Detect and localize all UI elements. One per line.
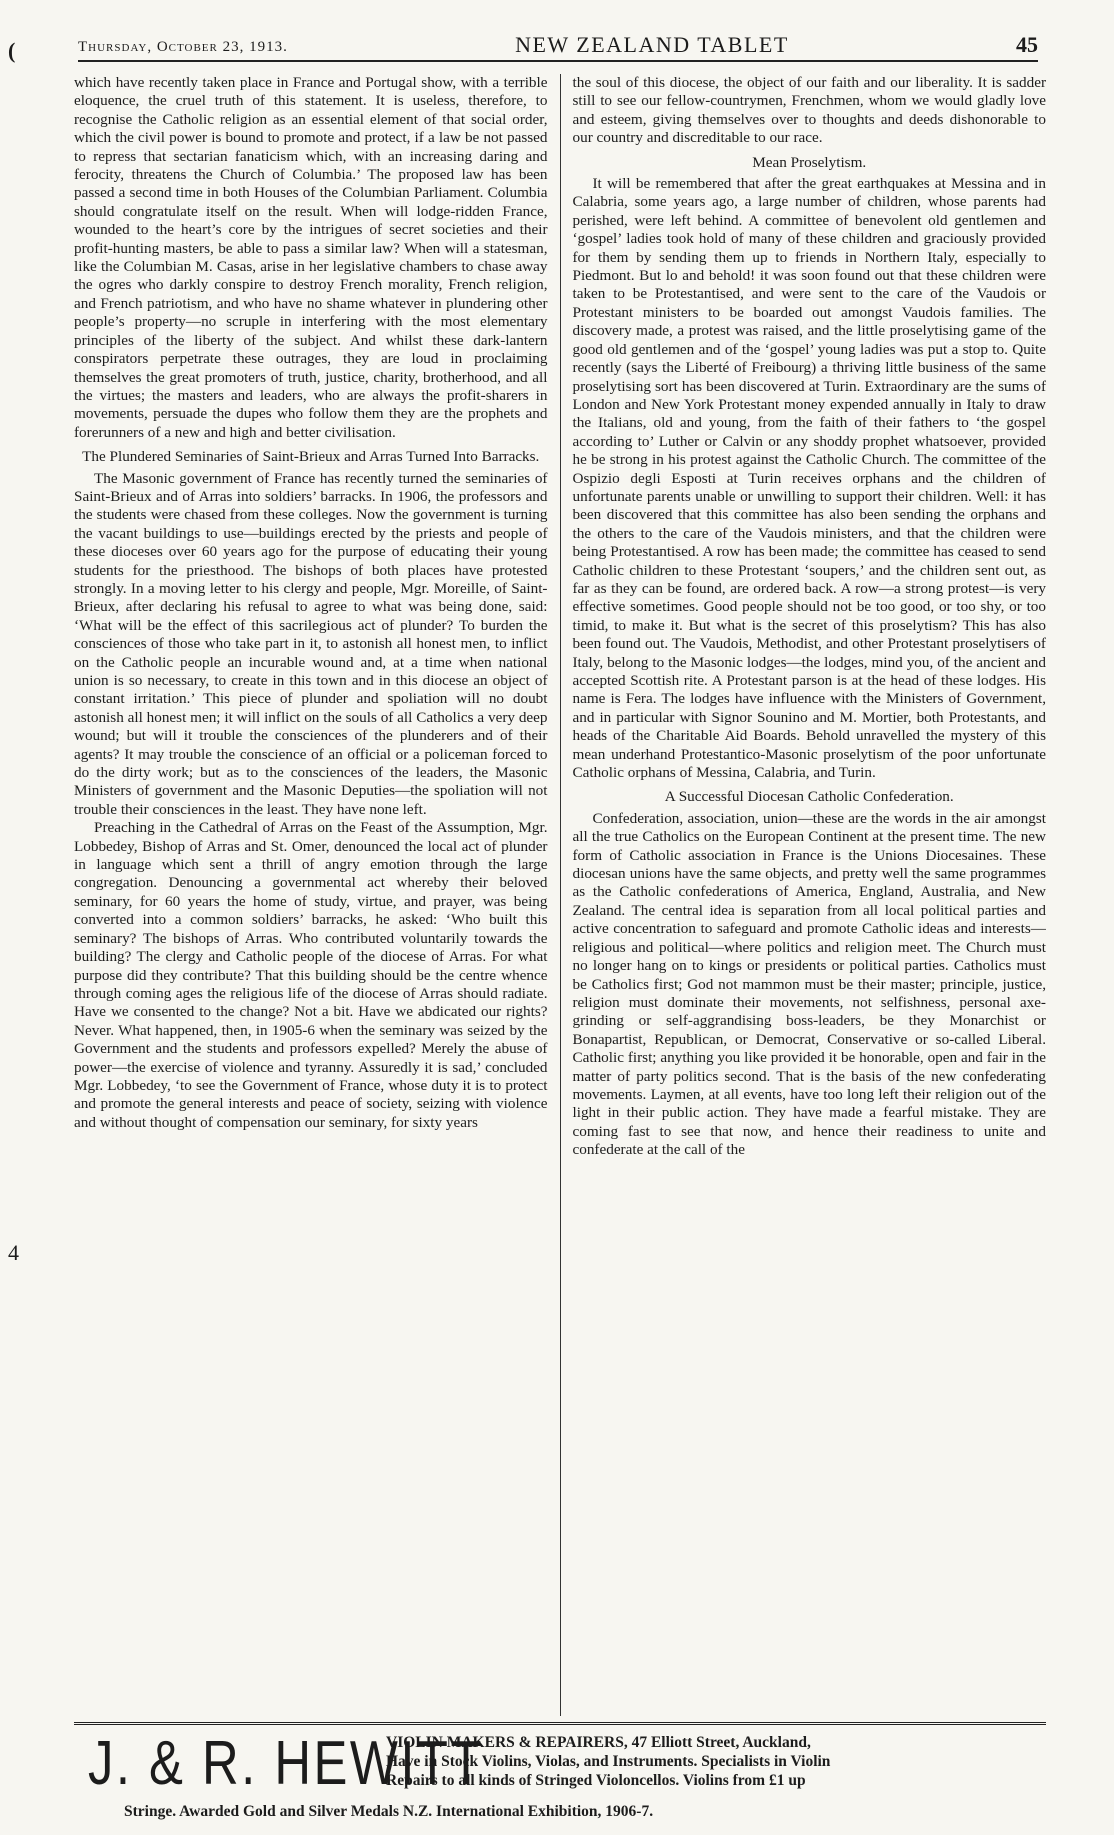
masthead <box>78 26 1038 62</box>
issue-date: Thursday, October 23, 1913. <box>78 39 288 55</box>
section-heading: The Plundered Seminaries of Saint-Brieux and Arras Turned Into Barracks. <box>82 448 540 466</box>
right-column <box>560 74 1047 1716</box>
section-heading: Mean Proselytism. <box>752 153 867 171</box>
advert-text <box>386 1733 1044 1790</box>
section-heading: A Successful Diocesan Catholic Confederation. <box>664 788 954 806</box>
left-column <box>74 74 548 1716</box>
advert-line: Have in Stock Violins, Violas, and Instruments. Specialists in Violin <box>386 1753 831 1770</box>
paragraph: It will be remembered that after the great earthquakes at Messina and in Calabria, some years ago, a large number of children, whose parents had perished, were left behind. A committee of benevolent old gentlemen and ‘gospel’ ladies took hold of many of these children and graciously provided for them by sending them up to friends in Northern Italy, especially to Piedmont. But lo and behold! it was soon found out that these children were taken to be Protestantised, and were sent to the care of the Vaudois or Protestant ministers to be boarded out amongst Vaudois families. The discovery made, a protest was raised, and the little proselytising game of the good old gentlemen and of the ‘gospel’ young ladies was put a stop to. Quite recently (says the Liberté of Freibourg) a thriving little business of the same proselytising sort has been discovered at Turin. Extraordinary are the sums of London and New York Protestant money expended annually in Italy to draw the Italians, old and young, from the faith of their fathers to ‘the gospel according to’ Luther or Calvin or any shoddy prophet whatsoever, provided he be strong in his protest against the Catholic Church. The committee of the Ospizio degli Esposti at Turin receives orphans and the children of unfortunate parents unable or unwilling to support their children. Well: it has been discovered that this committee has also been sending the orphans and the others to the care of the Vaudois ministers, and that the children were being Protestantised. A row has been made; the committee has ceased to send Catholic children to these Protestant ‘soupers,’ and the children sent out, as far as they can be found, are ordered back. A row—a strong protest—is very effective sometimes. Good people should not be too good, or too shy, or too timid, to make it. But what is the secret of this proselytism? This has also been found out. The Vaudois, Methodist, and other Protestant proselytisers of Italy, belong to the Masonic lodges—the lodges, mind you, of the ancient and accepted Scottish rite. A Protestant parson is at the head of these lodges. His name is Fera. The lodges have influence with the Ministers of Government, and in particular with Signor Sounino and M. Mortier, both Protestants, and heads of the Charitable Aid Boards. Behold unravelled the mystery of this mean underhand Protestantico-Masonic proselytism of the poor unfortunate Catholic orphans of Messina, Calabria, and Turin. <box>572 175 1046 782</box>
advertisement <box>74 1722 1046 1825</box>
article-columns <box>74 74 1046 1716</box>
page-number: 45 <box>1015 32 1038 57</box>
paragraph: the soul of this diocese, the object of our faith and our liberality. It is sadder still to see our fellow-countrymen, Frenchmen, whom we would gladly love and esteem, giving themselves over to thoughts and deeds dishonorable to our country and discreditable to our race. <box>572 74 1046 147</box>
advert-line: VIOLIN MAKERS & REPAIRERS, 47 Elliott Street, Auckland, <box>386 1734 811 1751</box>
advertiser-name: J. & R. HEWITT <box>88 1729 484 1798</box>
paragraph: The Masonic government of France has recently turned the seminaries of Saint-Brieux and of Arras into soldiers’ barracks. In 1906, the professors and the students were chased from these colleges. Now the government is turning the vacant buildings to use—buildings erected by the priests and people of these dioceses over 60 years ago for the purpose of educating their young students for the priesthood. The bishops of both places have protested strongly. In a moving letter to his clergy and people, Mgr. Moreille, of Saint-Brieux, after declaring his refusal to agree to what was being done, said: ‘What will be the effect of this sacrilegious act of plunder? To burden the consciences of those who take part in it, to astonish all honest men, to inflict on the Catholic people an incurable wound and, at a time when national union is so necessary, to create in this town and in this diocese an object of constant irritation.’ This piece of plunder and spoliation will no doubt astonish all honest men; it will inflict on the souls of all Catholics a very deep wound; but will it trouble the consciences of the plunderers and of their agents? It may trouble the conscience of an official or a policeman forced to do the dirty work; but as to the consciences of the leaders, the Masonic Ministers of government and the Masonic Deputies—the spoliation will not trouble their consciences in the least. They have none left. <box>74 469 548 818</box>
advert-line: Repairs to all kinds of Stringed Violoncellos. Violins from £1 up <box>386 1772 806 1789</box>
advert-line: Stringe. Awarded Gold and Silver Medals N.Z. International Exhibition, 1906-7. <box>124 1803 654 1820</box>
paragraph: which have recently taken place in France and Portugal show, with a terrible eloquence, the cruel truth of this statement. It is useless, therefore, to recognise the Catholic religion as an essential element of that social order, which the civil power is bound to promote and protect, if a law be not passed to repress that sectarian fanaticism which, with an increasing daring and ferocity, threatens the Church of Columbia.’ The proposed law has been passed a second time in both Houses of the Columbian Parliament. Columbia should congratulate itself on the result. When will lodge-ridden France, wounded to the heart’s core by the intrigues of secret societies and their profit-hunting masters, be able to pass a similar law? When will a statesman, like the Columbian M. Casas, arise in her legislative chambers to chase away the ogres who darkly conspire to destroy French morality, French religion, and French patriotism, and who have no shame whatever in plundering other people’s property—no scruple in interfering with the most elementary principles of the liberty of the subject. And whilst these dark-lantern conspirators perpetrate these outrages, they are loud in proclaiming themselves the great promoters of truth, justice, charity, brotherhood, and all the virtues; the masters and leaders, who are always the profit-sharers in movements, persuade the dupes who follow them they are the prophets and forerunners of a new and high and better civilisation. <box>74 74 548 441</box>
newspaper-title: NEW ZEALAND TABLET <box>515 32 789 57</box>
margin-mark-top: ( <box>8 38 16 63</box>
paragraph: Confederation, association, union—these are the words in the air amongst all the true Catholics on the European Continent at the present time. The new form of Catholic association in France is the Unions Diocesaines. These diocesan unions have the same objects, and pretty well the same programmes as the Catholic confederations of America, England, Australia, and New Zealand. The central idea is separation from all local political parties and active concentration to safeguard and promote Catholic ideas and interests—religious and political—where politics and religion meet. The Church must no longer hang on to kings or presidents or political parties. Catholics must be Catholics first; God not mammon must be their master; principle, justice, religion must dominate their movements, not selfishness, personal axe-grinding or self-aggrandising boss-leaders, be they Monarchist or Bonapartist, Republican, or Democrat, Conservative or so-called Liberal. Catholic first; anything you like provided it be honorable, open and fair in the matter of party politics second. That is the basis of the new confederating movements. Laymen, at all events, have too long left their religion out of the light in their public action. They have made a fearful mistake. They are coming fast to see that now, and hence their readiness to unite and confederate at the call of the <box>572 809 1046 1159</box>
paragraph: Preaching in the Cathedral of Arras on the Feast of the Assumption, Mgr. Lobbedey, Bishop of Arras and St. Omer, denounced the local act of plunder in language which sent a thrill of angry emotion through the large congregation. Denouncing a governmental act whereby their beloved seminary, for 60 years the home of study, virtue, and prayer, was being converted into a common soldiers’ barracks, he asked: ‘Who built this seminary? The bishops of Arras. Who contributed voluntarily towards the building? The clergy and Catholic people of the diocese of Arras. For what purpose did they contribute? That this building should be the centre whence through coming ages the religious life of the diocese of Arras should radiate. Have we consented to the change? Not a bit. Have we abdicated our rights? Never. What happened, then, in 1905-6 when the seminary was seized by the Government and the students and professors expelled? Merely the abuse of power—the exercise of violence and tyranny. Assuredly it is sad,’ concluded Mgr. Lobbedey, ‘to see the Government of France, whose duty it is to protect and promote the general interests and peace of society, seizing with violence and without thought of compensation our seminary, for sixty years <box>74 819 548 1131</box>
margin-mark-middle: 4 <box>8 1240 19 1265</box>
